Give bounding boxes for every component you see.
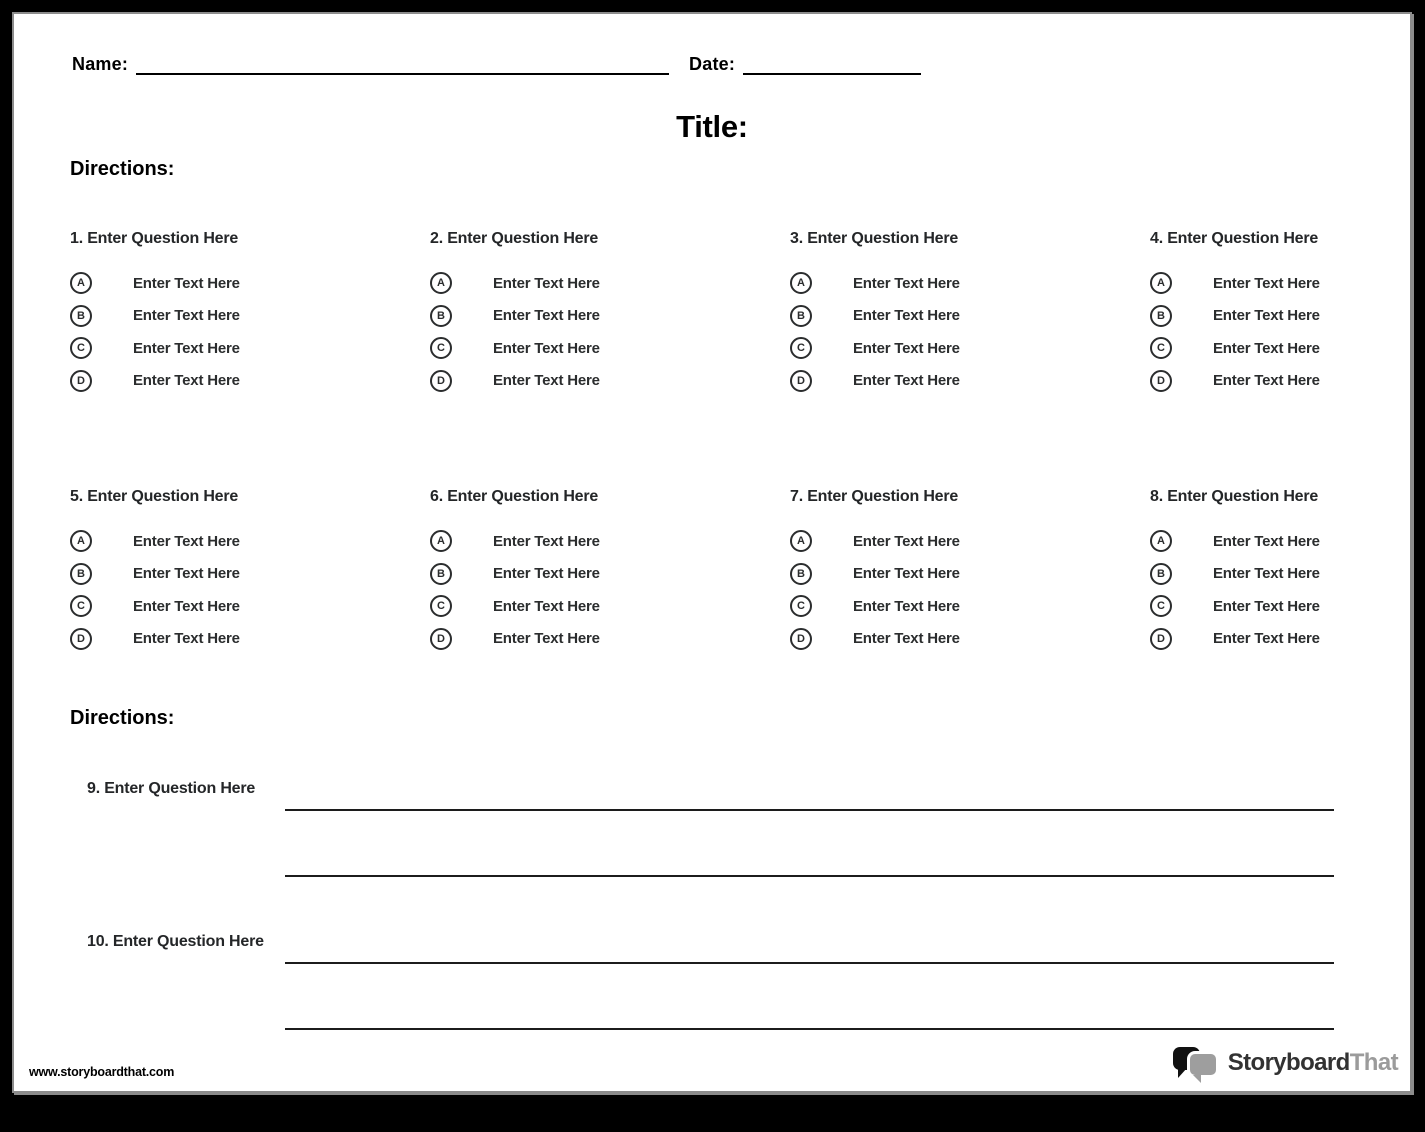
- logo-text-storyboard: Storyboard: [1227, 1049, 1350, 1076]
- option-letter-bubble[interactable]: D: [790, 628, 812, 650]
- option-letter-bubble[interactable]: D: [430, 628, 452, 650]
- option-letter-bubble[interactable]: B: [1150, 563, 1172, 585]
- option-row: [1150, 623, 1412, 656]
- option-row: [790, 300, 1150, 333]
- option-letter-bubble[interactable]: C: [1150, 337, 1172, 359]
- option-text[interactable]: Enter Text Here: [493, 372, 600, 390]
- option-row: [430, 623, 790, 656]
- name-label: Name:: [72, 54, 129, 74]
- question-label[interactable]: 4. Enter Question Here: [1150, 230, 1319, 247]
- gray-speech-bubble-icon: [1187, 1051, 1219, 1078]
- question-label[interactable]: 5. Enter Question Here: [70, 488, 239, 505]
- option-row: [70, 300, 430, 333]
- option-letter-bubble[interactable]: A: [70, 272, 92, 294]
- option-letter-bubble[interactable]: B: [430, 305, 452, 327]
- option-letter-bubble[interactable]: A: [790, 272, 812, 294]
- option-row: [790, 590, 1150, 623]
- name-blank-line[interactable]: [136, 61, 669, 75]
- option-row: [1150, 525, 1412, 558]
- option-text[interactable]: Enter Text Here: [1213, 307, 1320, 325]
- option-text[interactable]: Enter Text Here: [853, 339, 960, 357]
- option-row: [70, 590, 430, 623]
- option-letter-bubble[interactable]: B: [70, 305, 92, 327]
- option-letter-bubble[interactable]: D: [790, 370, 812, 392]
- options-list: [790, 267, 1150, 397]
- website-url: www.storyboardthat.com: [29, 1065, 175, 1079]
- option-row: [1150, 300, 1412, 333]
- mc-grid: [70, 229, 1410, 655]
- mc-question: [430, 487, 790, 655]
- option-letter-bubble[interactable]: B: [790, 305, 812, 327]
- open-question-answer-area: [285, 932, 1334, 1030]
- option-letter-bubble[interactable]: A: [1150, 272, 1172, 294]
- option-text[interactable]: Enter Text Here: [853, 565, 960, 583]
- mc-question: [1150, 487, 1412, 655]
- option-text[interactable]: Enter Text Here: [1213, 339, 1320, 357]
- answer-line[interactable]: [285, 1028, 1334, 1030]
- options-list: [430, 267, 790, 397]
- option-text[interactable]: Enter Text Here: [1213, 565, 1320, 583]
- open-question-label[interactable]: 9. Enter Question Here: [87, 780, 256, 797]
- option-row: [430, 590, 790, 623]
- option-text[interactable]: Enter Text Here: [133, 372, 240, 390]
- open-question-9: [14, 779, 1410, 877]
- option-row: [70, 267, 430, 300]
- option-letter-bubble[interactable]: C: [430, 337, 452, 359]
- answer-line[interactable]: [285, 809, 1334, 811]
- logo-text-that: That: [1349, 1049, 1398, 1076]
- mc-question: [790, 487, 1150, 655]
- option-row: [430, 332, 790, 365]
- mc-question: [70, 229, 430, 397]
- option-text[interactable]: Enter Text Here: [493, 565, 600, 583]
- option-text[interactable]: Enter Text Here: [493, 630, 600, 648]
- page-title[interactable]: Title:: [676, 109, 748, 144]
- worksheet-page: [12, 12, 1412, 1093]
- mc-question: [70, 487, 430, 655]
- option-letter-bubble[interactable]: D: [1150, 370, 1172, 392]
- option-text[interactable]: Enter Text Here: [853, 372, 960, 390]
- header-row: [72, 54, 1410, 75]
- directions-heading-bottom[interactable]: Directions:: [70, 707, 175, 729]
- option-row: [1150, 590, 1412, 623]
- option-text[interactable]: Enter Text Here: [493, 274, 600, 292]
- question-label[interactable]: 6. Enter Question Here: [430, 488, 599, 505]
- open-question-answer-area: [285, 779, 1334, 877]
- option-text[interactable]: Enter Text Here: [1213, 532, 1320, 550]
- options-list: [70, 267, 430, 397]
- option-letter-bubble[interactable]: B: [430, 563, 452, 585]
- option-letter-bubble[interactable]: C: [790, 337, 812, 359]
- option-letter-bubble[interactable]: C: [70, 337, 92, 359]
- option-text[interactable]: Enter Text Here: [493, 597, 600, 615]
- option-letter-bubble[interactable]: A: [790, 530, 812, 552]
- storyboardthat-logo: [1173, 1044, 1398, 1082]
- option-letter-bubble[interactable]: B: [70, 563, 92, 585]
- question-label[interactable]: 3. Enter Question Here: [790, 230, 959, 247]
- speech-bubbles-icon: [1173, 1044, 1221, 1082]
- option-row: [70, 525, 430, 558]
- option-letter-bubble[interactable]: D: [430, 370, 452, 392]
- date-label: Date:: [689, 54, 736, 74]
- date-blank-line[interactable]: [743, 61, 921, 75]
- question-label[interactable]: 8. Enter Question Here: [1150, 488, 1319, 505]
- gray-speech-bubble-tail: [1193, 1075, 1201, 1083]
- option-text[interactable]: Enter Text Here: [133, 565, 240, 583]
- mc-question: [1150, 229, 1412, 397]
- options-list: [1150, 525, 1412, 655]
- option-text[interactable]: Enter Text Here: [853, 630, 960, 648]
- option-text[interactable]: Enter Text Here: [493, 532, 600, 550]
- option-row: [1150, 558, 1412, 591]
- option-text[interactable]: Enter Text Here: [1213, 597, 1320, 615]
- option-row: [1150, 365, 1412, 398]
- option-letter-bubble[interactable]: C: [430, 595, 452, 617]
- mc-question: [790, 229, 1150, 397]
- option-row: [790, 558, 1150, 591]
- option-row: [430, 300, 790, 333]
- open-question-label[interactable]: 10. Enter Question Here: [87, 933, 264, 950]
- option-text[interactable]: Enter Text Here: [853, 532, 960, 550]
- option-row: [430, 365, 790, 398]
- option-text[interactable]: Enter Text Here: [1213, 372, 1320, 390]
- black-speech-bubble-tail: [1178, 1068, 1187, 1078]
- option-row: [1150, 267, 1412, 300]
- option-text[interactable]: Enter Text Here: [133, 274, 240, 292]
- option-letter-bubble[interactable]: A: [1150, 530, 1172, 552]
- option-row: [70, 332, 430, 365]
- option-text[interactable]: Enter Text Here: [853, 597, 960, 615]
- option-letter-bubble[interactable]: A: [430, 530, 452, 552]
- option-row: [430, 558, 790, 591]
- option-letter-bubble[interactable]: B: [1150, 305, 1172, 327]
- option-row: [790, 365, 1150, 398]
- option-letter-bubble[interactable]: C: [70, 595, 92, 617]
- option-letter-bubble[interactable]: D: [70, 628, 92, 650]
- mc-question: [430, 229, 790, 397]
- option-row: [790, 267, 1150, 300]
- question-label[interactable]: 1. Enter Question Here: [70, 230, 239, 247]
- option-row: [70, 365, 430, 398]
- answer-line[interactable]: [285, 875, 1334, 877]
- option-text[interactable]: Enter Text Here: [853, 307, 960, 325]
- option-row: [430, 267, 790, 300]
- option-text[interactable]: Enter Text Here: [133, 532, 240, 550]
- option-text[interactable]: Enter Text Here: [133, 597, 240, 615]
- options-list: [70, 525, 430, 655]
- option-row: [790, 623, 1150, 656]
- option-letter-bubble[interactable]: C: [1150, 595, 1172, 617]
- question-label[interactable]: 7. Enter Question Here: [790, 488, 959, 505]
- option-letter-bubble[interactable]: D: [1150, 628, 1172, 650]
- option-row: [430, 525, 790, 558]
- option-text[interactable]: Enter Text Here: [133, 339, 240, 357]
- option-letter-bubble[interactable]: B: [790, 563, 812, 585]
- option-row: [790, 525, 1150, 558]
- answer-line[interactable]: [285, 962, 1334, 964]
- option-row: [1150, 332, 1412, 365]
- option-text[interactable]: Enter Text Here: [493, 339, 600, 357]
- options-list: [430, 525, 790, 655]
- option-letter-bubble[interactable]: A: [70, 530, 92, 552]
- option-row: [70, 623, 430, 656]
- question-label[interactable]: 2. Enter Question Here: [430, 230, 599, 247]
- open-question-10: [14, 932, 1410, 1030]
- option-text[interactable]: Enter Text Here: [493, 307, 600, 325]
- option-row: [790, 332, 1150, 365]
- option-letter-bubble[interactable]: D: [70, 370, 92, 392]
- options-list: [790, 525, 1150, 655]
- option-text[interactable]: Enter Text Here: [853, 274, 960, 292]
- option-row: [70, 558, 430, 591]
- logo-wordmark: [1228, 1049, 1398, 1077]
- option-letter-bubble[interactable]: C: [790, 595, 812, 617]
- option-text[interactable]: Enter Text Here: [133, 307, 240, 325]
- option-text[interactable]: Enter Text Here: [1213, 630, 1320, 648]
- option-letter-bubble[interactable]: A: [430, 272, 452, 294]
- directions-heading-top[interactable]: Directions:: [70, 158, 175, 180]
- options-list: [1150, 267, 1412, 397]
- option-text[interactable]: Enter Text Here: [133, 630, 240, 648]
- option-text[interactable]: Enter Text Here: [1213, 274, 1320, 292]
